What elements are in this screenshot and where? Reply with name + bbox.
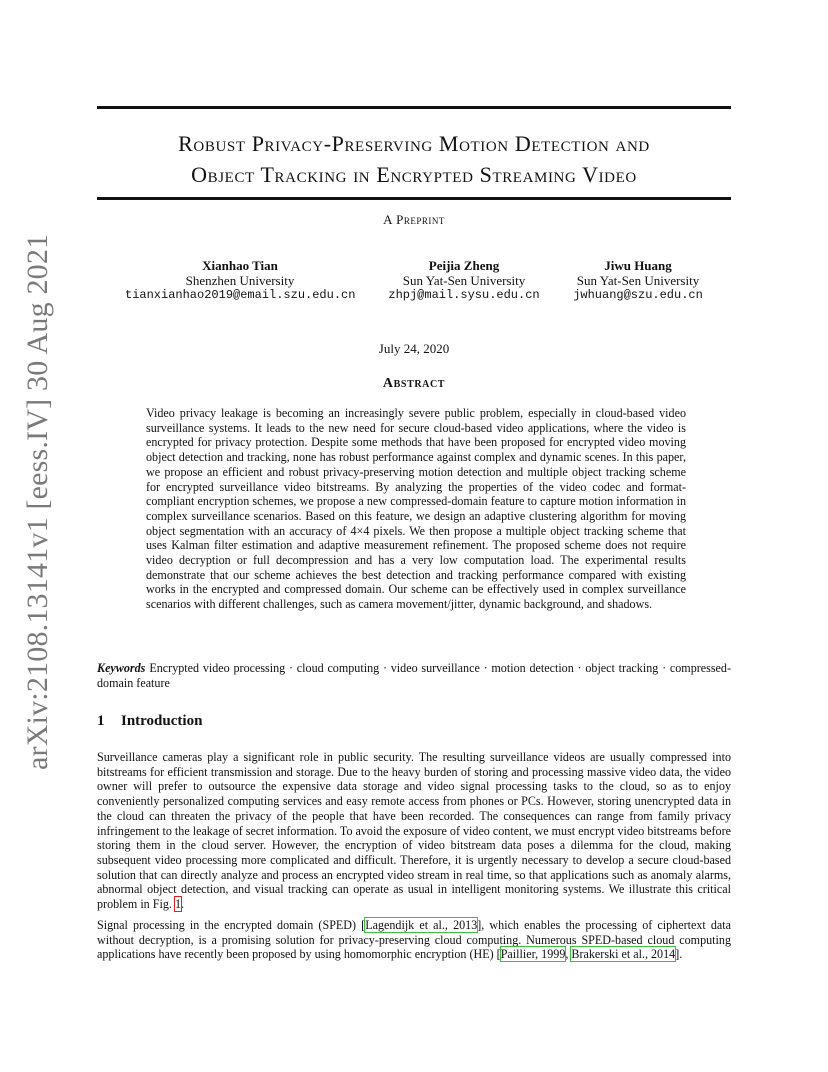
- title-line-1: Robust Privacy-Preserving Motion Detection and: [178, 131, 650, 156]
- author-email[interactable]: zhpj@mail.sysu.edu.cn: [388, 288, 540, 302]
- paragraph-text: ], which enables the processing of ciphertext data without decryption, is a promising solution for privacy-preserving cloud computing. Numerous SPED-based cloud computing applications have recently been proposed by using homomorphic encryption (HE) [: [97, 918, 731, 962]
- author-name: Peijia Zheng: [428, 258, 500, 273]
- author-email[interactable]: tianxianhao2019@email.szu.edu.cn: [125, 288, 356, 302]
- keywords: [97, 661, 731, 691]
- paper-date: July 24, 2020: [378, 341, 450, 356]
- section-title: Introduction: [121, 713, 203, 729]
- paragraph-end: .: [180, 897, 185, 912]
- abstract-text: Video privacy leakage is becoming an increasingly severe public problem, especially in cloud-based video surveillance systems. It leads to the new need for secure cloud-based video applications, where the video is encrypted for privacy protection. Despite some methods that have been proposed for encrypted video moving object detection and tracking, none has robust performance against complex and dynamic scenes. In this paper, we propose an efficient and robust privacy-preserving motion detection and multiple object tracking scheme for encrypted surveillance video bitstreams. By analyzing the properties of the video codec and format-compliant encryption schemes, we propose a new compressed-domain feature to capture motion information in complex surveillance scenarios. Based on this feature, we design an adaptive clustering algorithm for moving object segmentation with an accuracy of 4×4 pixels. We then propose a multiple object tracking scheme that uses Kalman filter estimation and adaptive measurement refinement. The proposed scheme does not require video decryption or full decompression and has a very low computation load. The experimental results demonstrate that our scheme achieves the best detection and tracking performance compared with existing works in the encrypted and compressed domain. Our scheme can be effectively used in complex surveillance scenarios with different challenges, such as camera movement/jitter, dynamic background, and shadows.: [146, 406, 686, 612]
- intro-paragraph-1: [97, 750, 731, 912]
- keywords-text: Encrypted video processing · cloud computing · video surveillance · motion detection · object tracking · compressed-domain feature: [97, 661, 731, 690]
- author-affiliation: Sun Yat-Sen University: [576, 273, 700, 288]
- title-rule-bottom: [97, 197, 731, 200]
- paper-title: [97, 128, 731, 190]
- author-affiliation: Sun Yat-Sen University: [402, 273, 526, 288]
- author-block: [97, 258, 731, 308]
- intro-paragraph-2: [97, 918, 731, 962]
- section-heading-introduction: [97, 713, 731, 730]
- paragraph-text: Signal processing in the encrypted domain (SPED) [: [97, 918, 366, 932]
- author-name: Jiwu Huang: [604, 258, 672, 273]
- paragraph-text: Surveillance cameras play a significant role in public security. The resulting surveillance videos are usually compressed into bitstreams for efficient transmission and storage. Due to the heavy burden of storing and processing massive video data, the video owner will prefer to outsource the expensive data storage and video signal processing tasks to the cloud, so as to enjoy conveniently personalized computing services and easy remote access from phones or PCs. However, storing unencrypted data in the cloud can threaten the privacy of the people that have been recorded. The consequences can range from family privacy infringement to the leakage of secret information. To avoid the exposure of video content, we must encrypt video bitstreams before storing them in the cloud server. However, the encryption of video bitstream data poses a dilemma for the cloud, making subsequent video processing more complicated and difficult. Therefore, it is urgently necessary to develop a secure cloud-based solution that can directly analyze and process an encrypted video stream in real time, so that applications such as anomaly alarms, abnormal object detection, and visual tracking can operate as usual in intelligent monitoring systems. We illustrate this critical problem in Fig.: [97, 750, 731, 912]
- figure-reference-link[interactable]: 1: [174, 897, 181, 912]
- arxiv-identifier[interactable]: arXiv:2108.13141v1 [eess.IV] 30 Aug 2021: [21, 233, 54, 770]
- title-line-2: Object Tracking in Encrypted Streaming Video: [191, 162, 637, 187]
- author-3: [563, 258, 713, 303]
- title-rule-top: [97, 106, 731, 109]
- author-name: Xianhao Tian: [202, 258, 278, 273]
- paragraph-text: ].: [675, 947, 683, 962]
- author-affiliation: Shenzhen University: [185, 273, 295, 288]
- keywords-label: Keywords: [97, 661, 146, 675]
- author-2: [379, 258, 549, 303]
- abstract-heading: Abstract: [382, 376, 446, 391]
- citation-link[interactable]: Lagendijk et al., 2013: [365, 918, 478, 932]
- citation-link[interactable]: Paillier, 1999: [500, 947, 566, 962]
- arxiv-side-stamp: [18, 233, 58, 770]
- citation-separator: ,: [565, 947, 572, 962]
- author-email[interactable]: jwhuang@szu.edu.cn: [573, 288, 703, 302]
- preprint-label: A Preprint: [383, 212, 445, 227]
- citation-link[interactable]: Brakerski et al., 2014: [571, 947, 676, 962]
- author-1: [125, 258, 355, 303]
- section-number: 1: [97, 713, 105, 729]
